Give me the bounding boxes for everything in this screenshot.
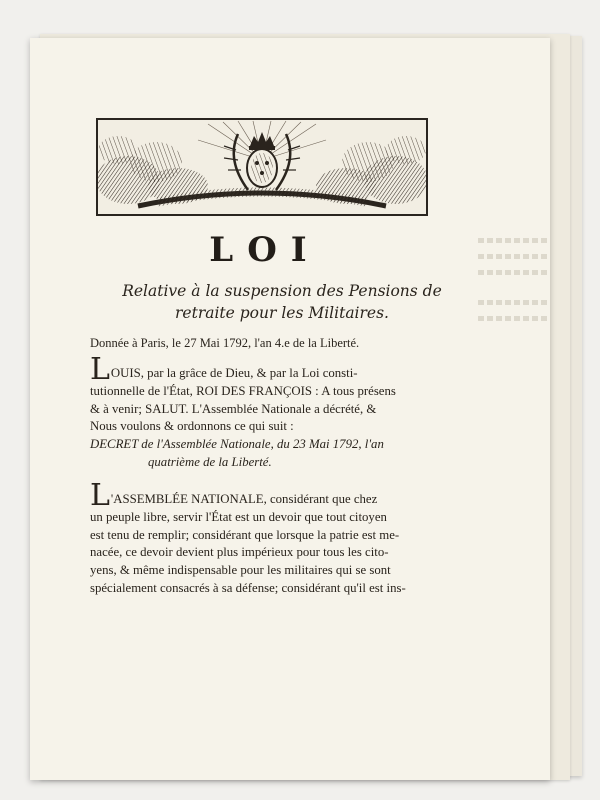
- decree-line: L'ASSEMBLÉE NATIONALE, considérant que chez: [90, 478, 378, 513]
- royal-arms-vignette: [96, 118, 428, 216]
- palm-right: [276, 134, 290, 190]
- royal-arms-illustration: [98, 120, 426, 214]
- decret-heading: DECRET de l'Assemblée Nationale, du 23 Mai 1792, l'an: [90, 437, 384, 452]
- drop-cap: L: [90, 478, 110, 513]
- decree-line: un peuple libre, servir l'État est un devoir que tout citoyen: [90, 509, 387, 524]
- decree-line: est tenu de remplir; considérant que lorsque la patrie est me-: [90, 527, 400, 542]
- bleed-through-mark: [478, 270, 548, 275]
- drop-cap: L: [90, 352, 110, 387]
- bleed-through-mark: [478, 300, 548, 305]
- decree-text: [90, 478, 500, 598]
- decree-line: yens, & même indispensable pour les militaires qui se sont: [90, 563, 391, 578]
- preamble-line: LOUIS, par la grâce de Dieu, & par la Loi consti-: [90, 352, 358, 387]
- decree-line: spécialement consacrés à sa défense; considérant qu'il est ins-: [90, 580, 406, 595]
- preamble-line: & à venir; SALUT. L'Assemblée Nationale a décrété, &: [90, 401, 377, 416]
- palm-left: [234, 134, 248, 190]
- preamble-line: Nous voulons & ordonnons ce qui suit :: [90, 419, 294, 434]
- decree-line: nacée, ce devoir devient plus impérieux pour tous les cito-: [90, 545, 389, 560]
- bleed-through-mark: [478, 316, 548, 321]
- preamble-line: tutionnelle de l'État, ROI DES FRANÇOIS : A tous présens: [90, 383, 396, 398]
- given-date-line: Donnée à Paris, le 27 Mai 1792, l'an 4.e de la Liberté.: [90, 336, 360, 350]
- decret-heading-line2: quatrième de la Liberté.: [148, 454, 272, 469]
- document-subtitle: Relative à la suspension des Pensions de retraite pour les Militaires.: [122, 282, 442, 322]
- royal-preamble: [90, 352, 500, 472]
- document-title: LOI: [209, 230, 321, 270]
- crown-icon: [250, 132, 274, 146]
- document-page: [30, 38, 550, 780]
